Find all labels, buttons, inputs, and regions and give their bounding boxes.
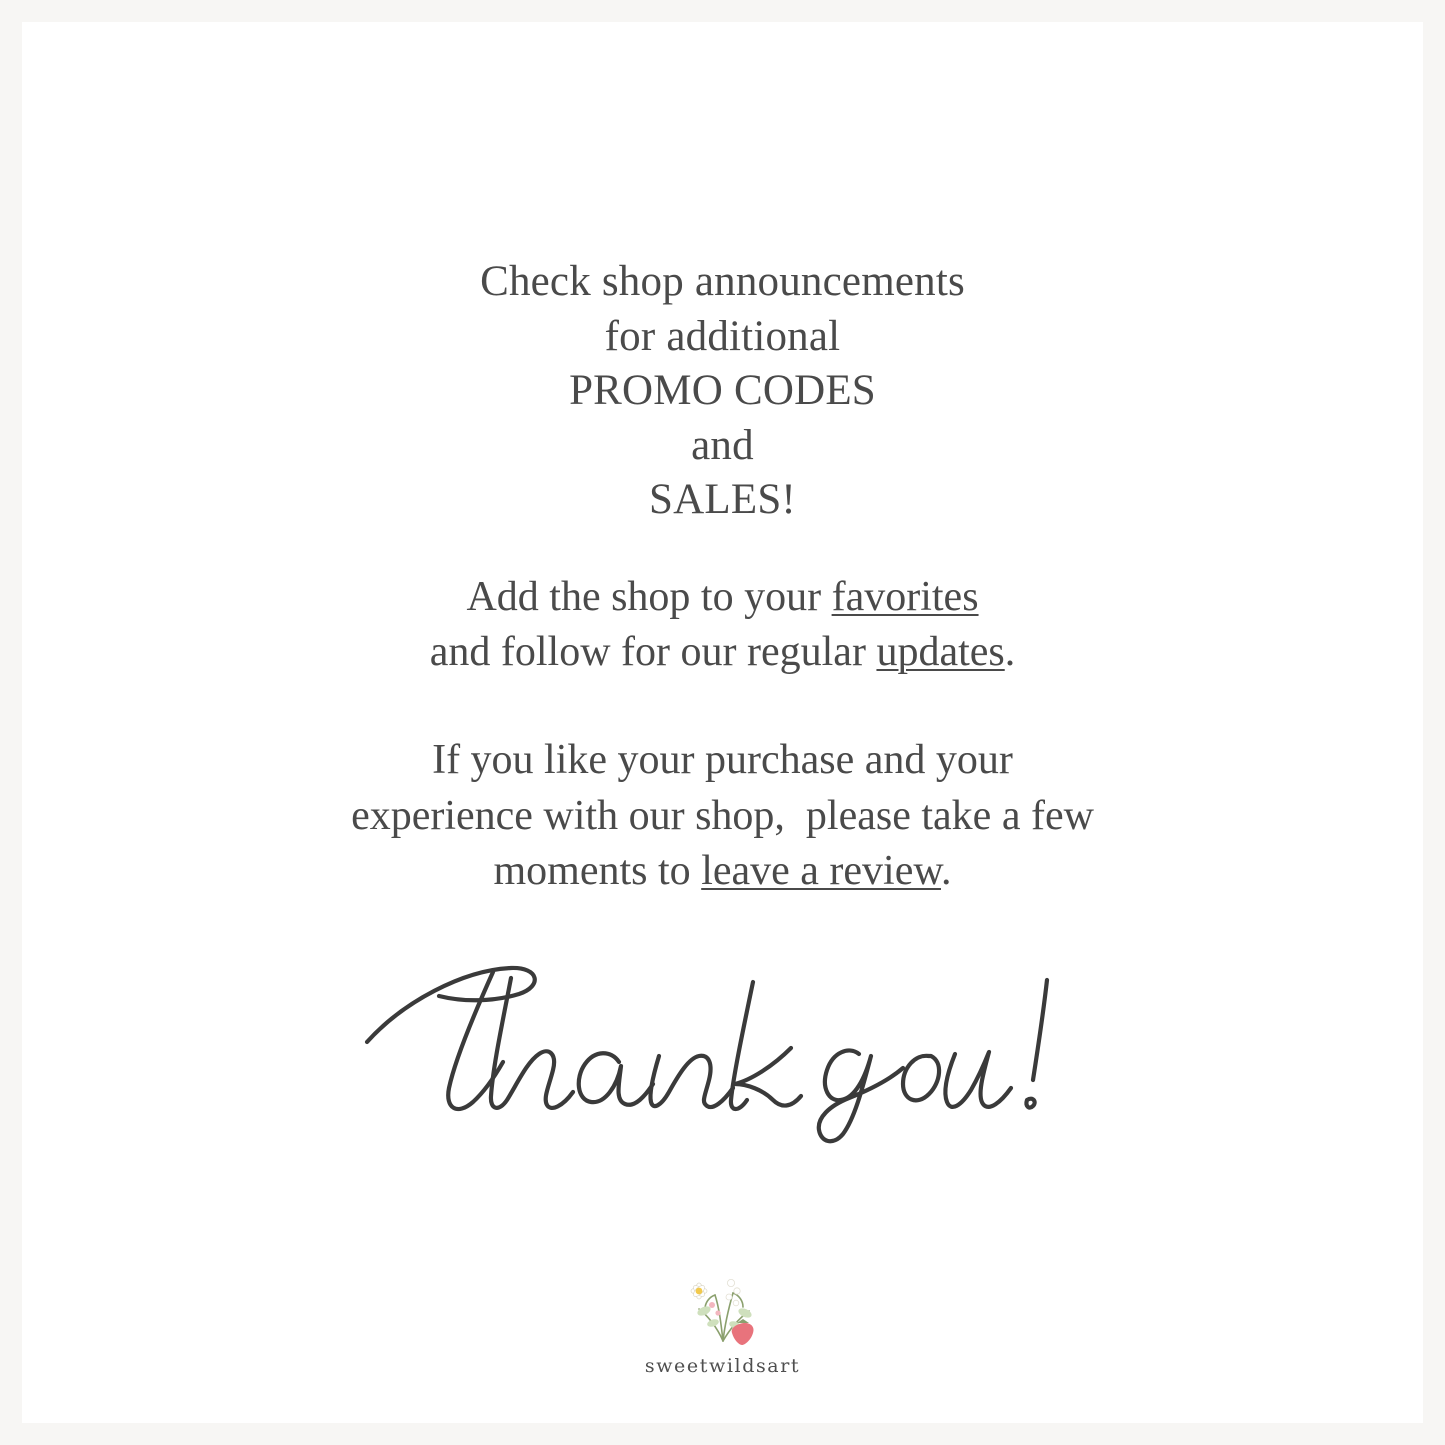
follow-line-2-text: and follow for our regular bbox=[429, 628, 877, 675]
favorites-link[interactable]: favorites bbox=[831, 574, 979, 621]
review-line-2: experience with our shop, please take a few bbox=[351, 792, 1094, 839]
follow-line-1 bbox=[430, 570, 1015, 625]
announcement-line-3: PROMO CODES bbox=[569, 367, 876, 415]
daisy-icon bbox=[691, 1283, 707, 1299]
announcement-line-1: Check shop announcements bbox=[480, 258, 965, 305]
follow-line-2-period: . bbox=[1004, 628, 1016, 675]
review-line-3-period: . bbox=[940, 848, 952, 895]
updates-link[interactable]: updates bbox=[876, 628, 1005, 675]
follow-line-2 bbox=[430, 625, 1015, 680]
review-line-1: If you like your purchase and your bbox=[432, 737, 1013, 784]
follow-line-1-text: Add the shop to your bbox=[466, 574, 832, 621]
thank-you-script bbox=[22, 950, 1423, 1160]
announcement-block bbox=[480, 255, 965, 528]
card-content bbox=[22, 22, 1423, 1423]
shop-name: sweetwildsart bbox=[644, 1355, 801, 1377]
review-block bbox=[351, 733, 1094, 899]
review-line-3 bbox=[351, 844, 1094, 899]
footer bbox=[22, 1253, 1423, 1377]
wildflower-bouquet-icon bbox=[663, 1253, 783, 1349]
announcement-line-2: for additional bbox=[604, 312, 841, 360]
announcement-line-4: and bbox=[691, 421, 754, 469]
announcement-line-5: SALES! bbox=[649, 476, 796, 524]
follow-block bbox=[430, 570, 1015, 679]
leave-a-review-link[interactable]: leave a review bbox=[701, 848, 941, 895]
card-canvas bbox=[22, 22, 1423, 1423]
review-line-3-text: moments to bbox=[493, 848, 702, 895]
